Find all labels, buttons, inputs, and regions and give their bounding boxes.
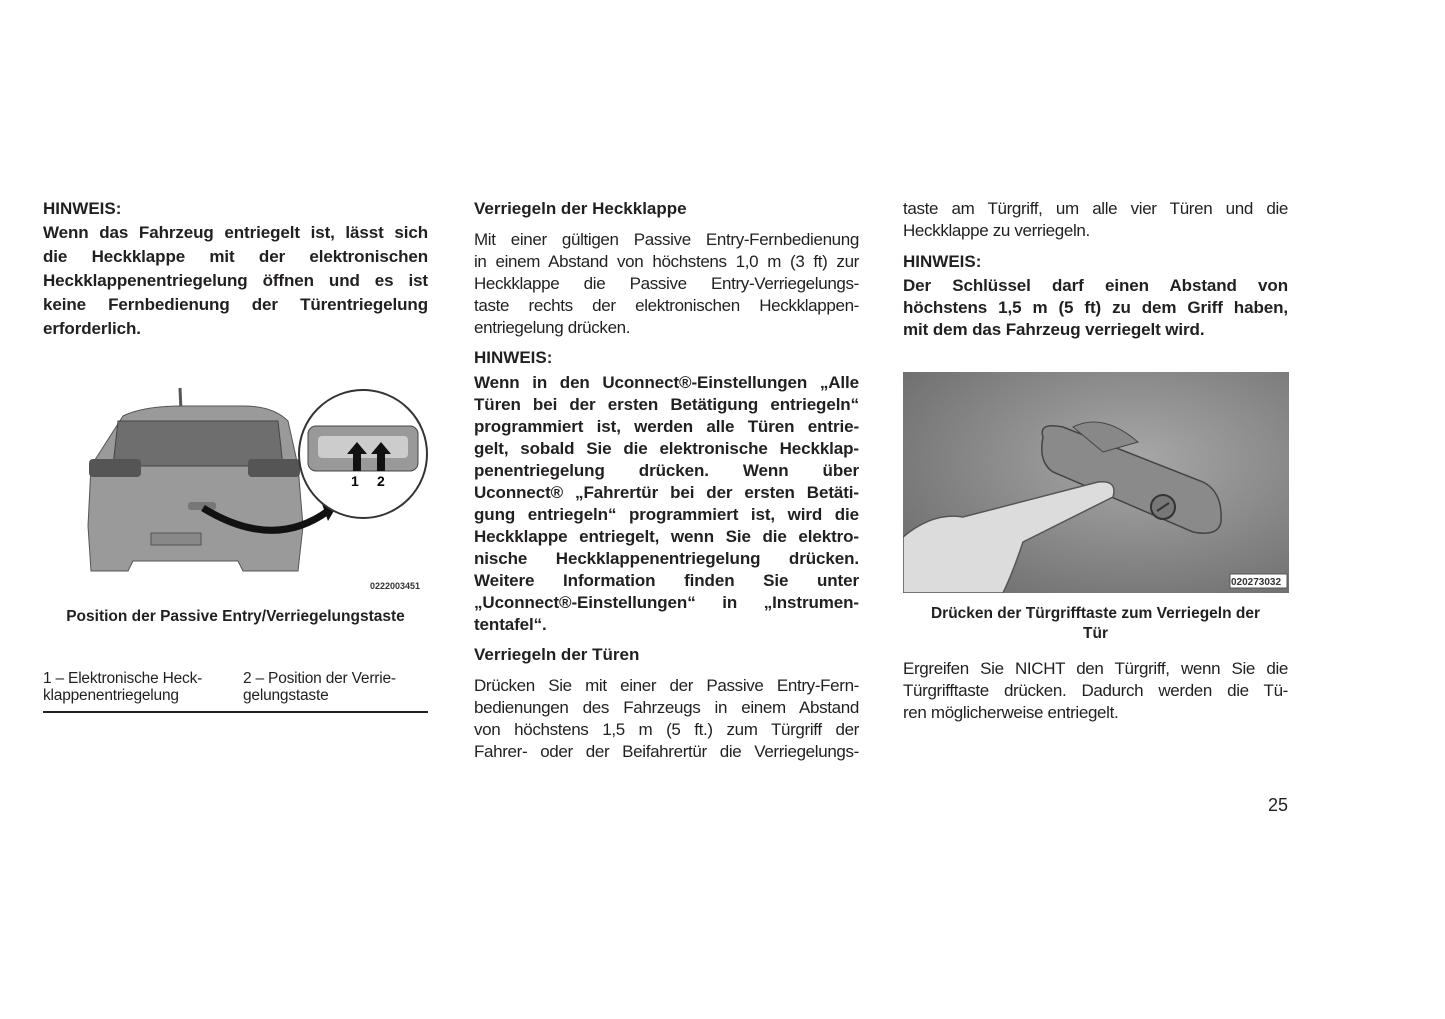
- doors-paragraph: [474, 675, 859, 763]
- figure-code: 0222003451: [370, 581, 421, 591]
- tailgate-paragraph: [474, 229, 859, 339]
- text-line: entriegelung drücken.: [474, 318, 631, 337]
- legend-rule: [43, 711, 428, 713]
- figure-caption: Position der Passive Entry/Verriegelungstaste: [66, 608, 405, 625]
- text-line: tentafel“.: [474, 615, 547, 634]
- legend-line: 2 – Position der Verrie-: [243, 670, 396, 687]
- section-heading-doors: Verriegeln der Türen: [474, 645, 640, 664]
- text-line: ren möglicherweise entriegelt.: [903, 703, 1119, 722]
- caption-line: Drücken der Türgrifftaste zum Verriegeln der: [930, 605, 1261, 622]
- note-text: [43, 221, 428, 341]
- legend-item-1: [43, 670, 238, 704]
- note-text: [903, 275, 1288, 341]
- text-line: Der Schlüssel darf einen Abstand von: [903, 276, 1288, 295]
- text-line: penentriegelung drücken. Wenn über: [474, 461, 859, 480]
- text-line: Drücken Sie mit einer der Passive Entry-Fern-: [474, 676, 859, 695]
- note-heading: HINWEIS:: [903, 252, 982, 271]
- note-text: [474, 372, 859, 636]
- text-line: programmiert ist, werden alle Türen entrie-: [474, 417, 859, 436]
- page-number: 25: [1267, 795, 1288, 815]
- text-line: nische Heckklappenentriegelung drücken.: [474, 549, 859, 568]
- text-line: keine Fernbedienung der Türentriegelung: [43, 295, 428, 314]
- text-line: Wenn in den Uconnect®-Einstellungen „Alle: [474, 373, 859, 392]
- warning-paragraph: [903, 658, 1288, 724]
- text-line: taste am Türgriff, um alle vier Türen und die: [903, 199, 1288, 218]
- text-line: Uconnect® „Fahrertür bei der ersten Betäti-: [474, 483, 859, 502]
- text-line: Heckklappe zu verriegeln.: [903, 221, 1090, 240]
- legend-item-2: [243, 670, 428, 704]
- text-line: „Uconnect®-Einstellungen“ in „Instrumen-: [474, 593, 859, 612]
- callout-2: 2: [377, 473, 385, 489]
- door-handle-figure: [903, 372, 1289, 593]
- text-line: Heckklappe entriegelt, wenn Sie die elektro-: [474, 527, 859, 546]
- text-line: Türen bei der ersten Betätigung entriegeln“: [474, 395, 859, 414]
- text-line: höchstens 1,5 m (5 ft) zu dem Griff haben,: [903, 298, 1288, 317]
- note-heading: HINWEIS:: [43, 199, 122, 218]
- text-line: Heckklappe die Passive Entry-Verriegelungs-: [474, 274, 859, 293]
- figure-code: 020273032: [1231, 577, 1282, 588]
- text-line: mit dem das Fahrzeug verriegelt wird.: [903, 320, 1205, 339]
- figure-caption: [903, 604, 1288, 644]
- section-heading-tailgate: Verriegeln der Heckklappe: [474, 199, 687, 218]
- callout-1: 1: [351, 473, 359, 489]
- text-line: erforderlich.: [43, 319, 141, 338]
- tailgate-figure: [43, 376, 428, 596]
- note-heading: HINWEIS:: [474, 348, 553, 367]
- text-line: bedienungen des Fahrzeugs in einem Abstand: [474, 698, 859, 717]
- doors-paragraph-cont: [903, 198, 1288, 242]
- text-line: Fahrer- oder der Beifahrertür die Verriegelungs-: [474, 742, 859, 761]
- text-line: Mit einer gültigen Passive Entry-Fernbedienung: [474, 230, 859, 249]
- text-line: Türgrifftaste drücken. Dadurch werden die Tü-: [903, 681, 1288, 700]
- legend-line: 1 – Elektronische Heck-: [43, 670, 203, 687]
- text-line: Wenn das Fahrzeug entriegelt ist, lässt sich: [43, 223, 428, 242]
- text-line: Weitere Information finden Sie unter: [474, 571, 859, 590]
- text-line: taste rechts der elektronischen Heckklappen-: [474, 296, 859, 315]
- text-line: in einem Abstand von höchstens 1,0 m (3 ft) zur: [474, 252, 859, 271]
- text-line: gelt, sobald Sie die elektronische Heckklap-: [474, 439, 859, 458]
- caption-line: Tür: [1083, 625, 1108, 642]
- text-line: Heckklappenentriegelung öffnen und es ist: [43, 271, 428, 290]
- legend-line: klappenentriegelung: [43, 687, 179, 704]
- legend-line: gelungstaste: [243, 687, 329, 704]
- text-line: Ergreifen Sie NICHT den Türgriff, wenn Sie die: [903, 659, 1288, 678]
- text-line: gung entriegeln“ programmiert ist, wird die: [474, 505, 859, 524]
- text-line: die Heckklappe mit der elektronischen: [43, 247, 428, 266]
- text-line: von höchstens 1,5 m (5 ft.) zum Türgriff der: [474, 720, 859, 739]
